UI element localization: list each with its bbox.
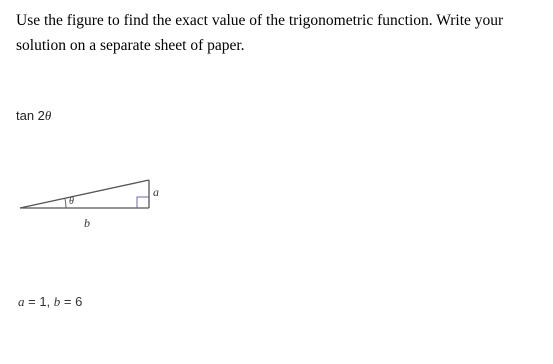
given-b-name: b — [53, 294, 61, 309]
side-label-b: b — [84, 216, 90, 230]
given-a-name: a — [18, 294, 25, 309]
question-text: Use the figure to find the exact value of the trigonometric function. Write your solution on a separate sheet of paper. — [16, 12, 504, 54]
side-label-a: a — [153, 185, 159, 199]
right-triangle-figure — [14, 172, 159, 232]
function-label — [16, 108, 51, 124]
angle-label: θ — [69, 196, 74, 207]
right-angle-marker — [137, 197, 149, 208]
theta-symbol: θ — [44, 108, 52, 123]
triangle-hypotenuse — [20, 180, 149, 208]
function-name: tan 2 — [16, 108, 45, 123]
angle-arc — [65, 199, 66, 208]
given-a-value: = 1, — [24, 294, 54, 309]
given-values — [18, 294, 82, 310]
given-b-value: = 6 — [60, 294, 83, 309]
